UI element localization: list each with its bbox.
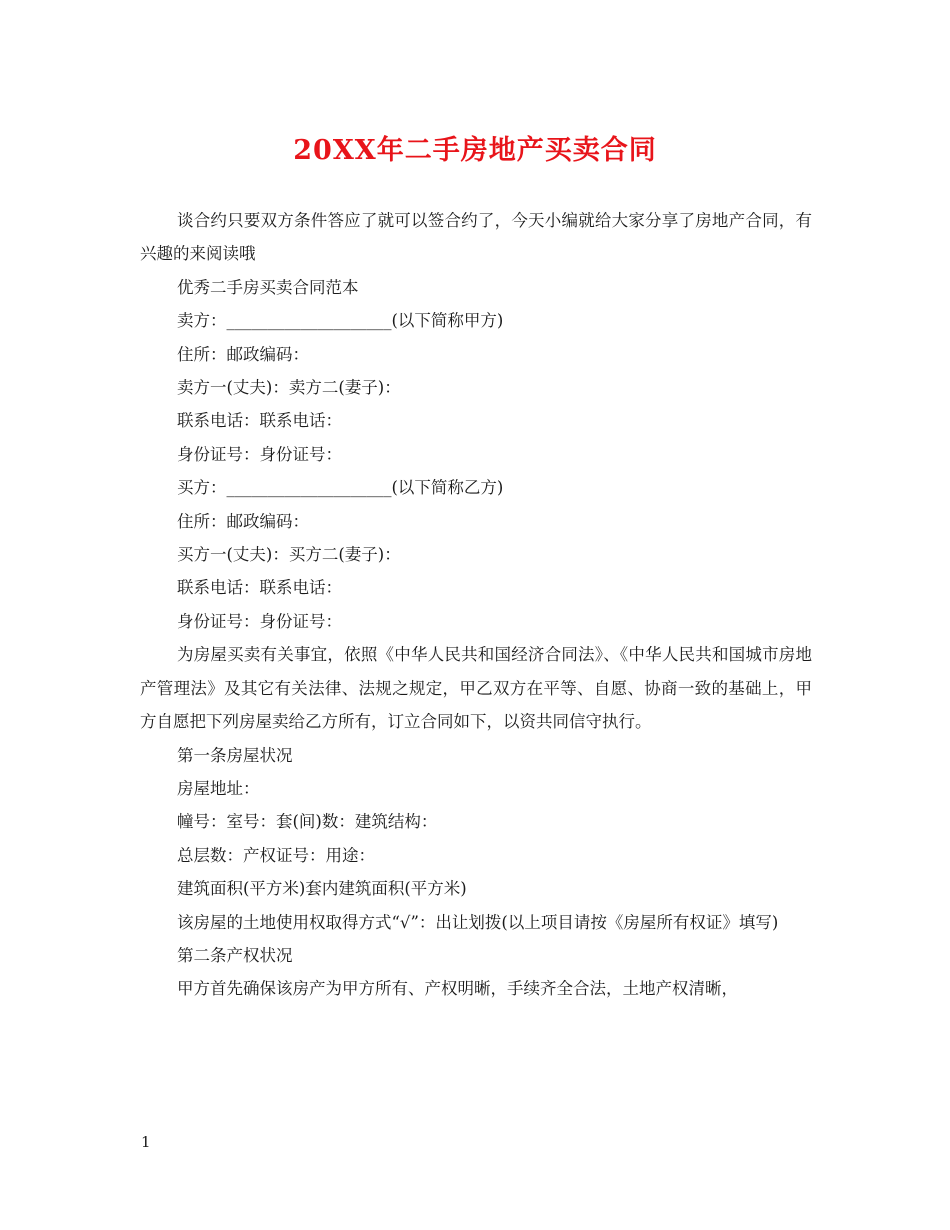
- template-heading: 优秀二手房买卖合同范本: [177, 277, 359, 297]
- seller-parties-line: 卖方一(丈夫)：卖方二(妻子)：: [177, 378, 401, 398]
- document-title: 20XX年二手房地产买卖合同: [293, 135, 657, 166]
- page-number: 1: [141, 1133, 151, 1151]
- buyer-line: 买方：____________________(以下简称乙方): [177, 478, 504, 498]
- house-address-line: 房屋地址：: [177, 778, 260, 798]
- buyer-address-line: 住所：邮政编码：: [177, 511, 309, 531]
- seller-address-line: 住所：邮政编码：: [177, 344, 309, 364]
- buyer-phone-line: 联系电话：联系电话：: [177, 578, 342, 598]
- preamble-paragraph: 为房屋买卖有关事宜，依照《中华人民共和国经济合同法》、《中华人民共和国城市房地产管理法》及其它有关法律、法规之规定，甲乙双方在平等、自愿、协商一致的基础上，甲方自愿把下列房屋卖给乙方所有，订立合同如下，以资共同信守执行。: [140, 645, 812, 732]
- land-use-paragraph: 该房屋的土地使用权取得方式“√”：出让划拨(以上项目请按《房屋所有权证》填写): [177, 912, 779, 932]
- article-2-heading: 第二条产权状况: [177, 945, 293, 965]
- seller-phone-line: 联系电话：联系电话：: [177, 411, 342, 431]
- seller-line: 卖方：____________________(以下简称甲方): [177, 311, 504, 331]
- document-body: [140, 204, 812, 1006]
- buyer-parties-line: 买方一(丈夫)：买方二(妻子)：: [177, 545, 401, 565]
- article-1-heading: 第一条房屋状况: [177, 745, 293, 765]
- buyer-id-line: 身份证号：身份证号：: [177, 611, 342, 631]
- floor-area-line: 建筑面积(平方米)套内建筑面积(平方米): [177, 879, 467, 899]
- building-number-line: 幢号：室号：套(间)数：建筑结构：: [177, 812, 438, 832]
- total-floors-line: 总层数：产权证号：用途：: [177, 845, 375, 865]
- seller-id-line: 身份证号：身份证号：: [177, 444, 342, 464]
- ownership-paragraph: 甲方首先确保该房产为甲方所有、产权明晰，手续齐全合法，土地产权清晰，: [177, 979, 738, 999]
- intro-paragraph: 谈合约只要双方条件答应了就可以签合约了，今天小编就给大家分享了房地产合同，有兴趣的来阅读哦: [140, 211, 812, 264]
